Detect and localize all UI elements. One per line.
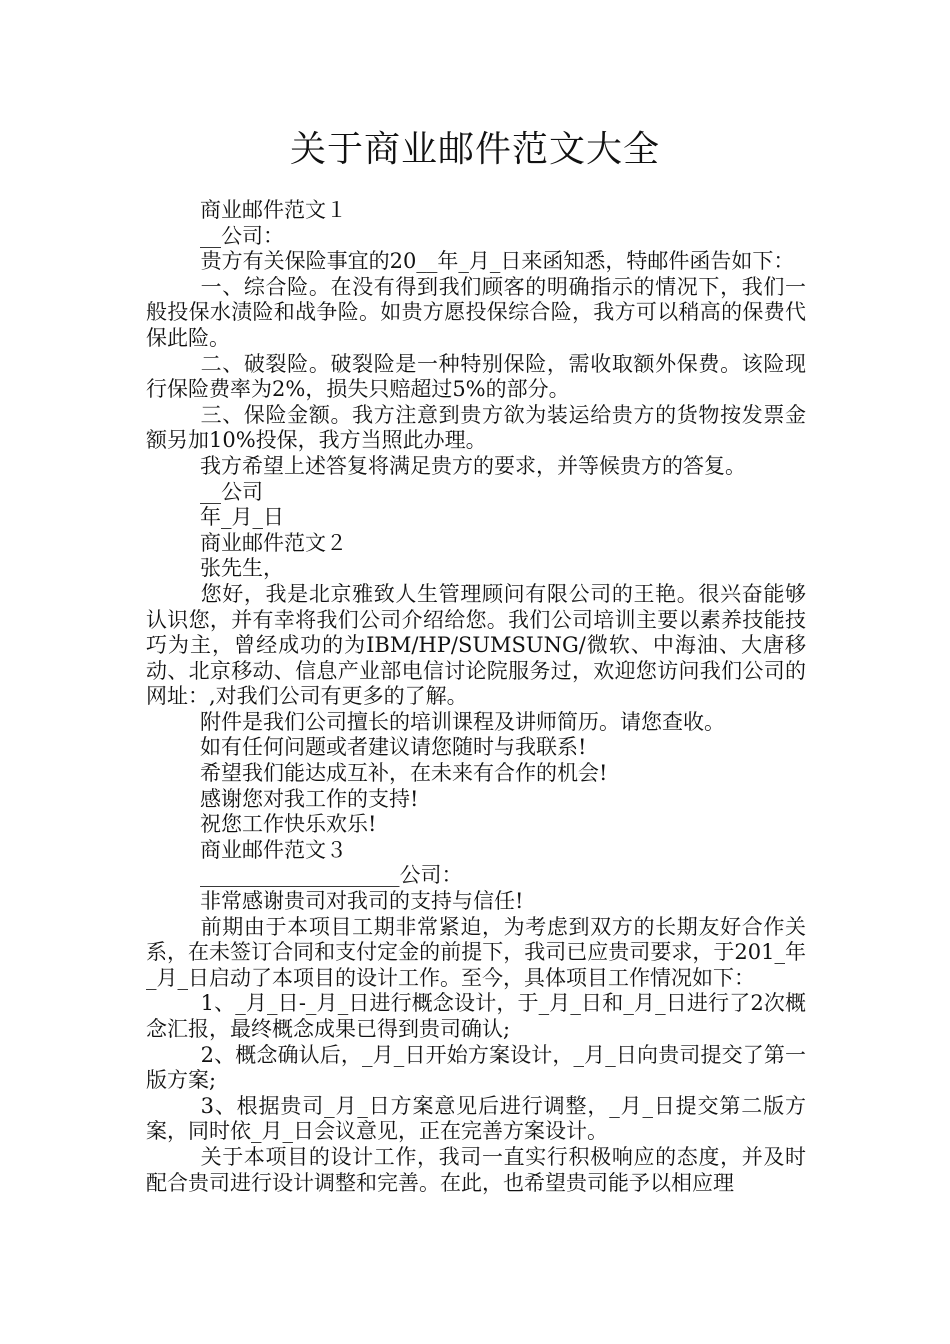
paragraph: 如有任何问题或者建议请您随时与我联系! xyxy=(200,735,587,760)
paragraph: 前期由于本项目工期非常紧迫，为考虑到双方的长期友好合作关系，在未签订合同和支付定金的前提下，我司已应贵司要求，于201_年_月_日启动了本项目的设计工作。至今，具体项目工作情况如下： xyxy=(146,914,806,990)
paragraph: 二、破裂险。破裂险是一种特别保险，需收取额外保费。该险现行保险费率为2%，损失只赔超过5%的部分。 xyxy=(146,351,806,402)
paragraph: 贵方有关保险事宜的20__年_月_日来函知悉，特邮件函告如下： xyxy=(200,249,795,274)
paragraph: 2、概念确认后，_月_日开始方案设计，_月_日向贵司提交了第一版方案; xyxy=(146,1042,806,1093)
document-body xyxy=(146,198,806,1196)
paragraph: 关于本项目的设计工作，我司一直实行积极响应的态度，并及时配合贵司进行设计调整和完善。在此，也希望贵司能予以相应理 xyxy=(146,1144,806,1195)
paragraph: 希望我们能达成互补，在未来有合作的机会! xyxy=(200,761,608,786)
paragraph: __公司： xyxy=(200,223,284,248)
paragraph: 1、_月_日-_月_日进行概念设计，于_月_日和_月_日进行了2次概念汇报，最终概念成果已得到贵司确认; xyxy=(146,991,806,1041)
paragraph: 一、综合险。在没有得到我们顾客的明确指示的情况下，我们一般投保水渍险和战争险。如贵方愿投保综合险，我方可以稍高的保费代保此险。 xyxy=(146,274,806,350)
paragraph: 非常感谢贵司对我司的支持与信任! xyxy=(200,889,524,914)
paragraph: ___________________公司： xyxy=(200,863,463,888)
document-title: 关于商业邮件范文大全 xyxy=(289,129,660,170)
paragraph: 您好，我是北京雅致人生管理顾问有限公司的王艳。很兴奋能够认识您，并有幸将我们公司介绍给您。我们公司培训主要以素养技能技巧为主，曾经成功的为IBM/HP/SUMSUNG/微软、中海油、大唐移动、北京移动、信息产业部电信讨论院服务过，欢迎您访问我们公司的网址：,对我们公司有更多的了解。 xyxy=(146,581,806,709)
paragraph: 感谢您对我工作的支持! xyxy=(200,786,419,811)
paragraph: 商业邮件范文１ xyxy=(200,198,347,222)
paragraph: 祝您工作快乐欢乐! xyxy=(200,812,377,837)
paragraph: 三、保险金额。我方注意到贵方欲为装运给贵方的货物按发票金额另加10%投保，我方当照此办理。 xyxy=(146,402,806,453)
paragraph: 张先生， xyxy=(200,556,284,581)
paragraph: 我方希望上述答复将满足贵方的要求，并等候贵方的答复。 xyxy=(200,453,746,478)
paragraph: 商业邮件范文３ xyxy=(200,837,347,862)
paragraph: 年_月_日 xyxy=(200,505,284,530)
paragraph: 附件是我们公司擅长的培训课程及讲师简历。请您查收。 xyxy=(200,709,725,734)
paragraph: __公司 xyxy=(200,479,263,504)
paragraph: 3、根据贵司_月_日方案意见后进行调整，_月_日提交第二版方案，同时依_月_日会议意见，正在完善方案设计。 xyxy=(146,1093,806,1144)
paragraph: 商业邮件范文２ xyxy=(200,530,347,555)
